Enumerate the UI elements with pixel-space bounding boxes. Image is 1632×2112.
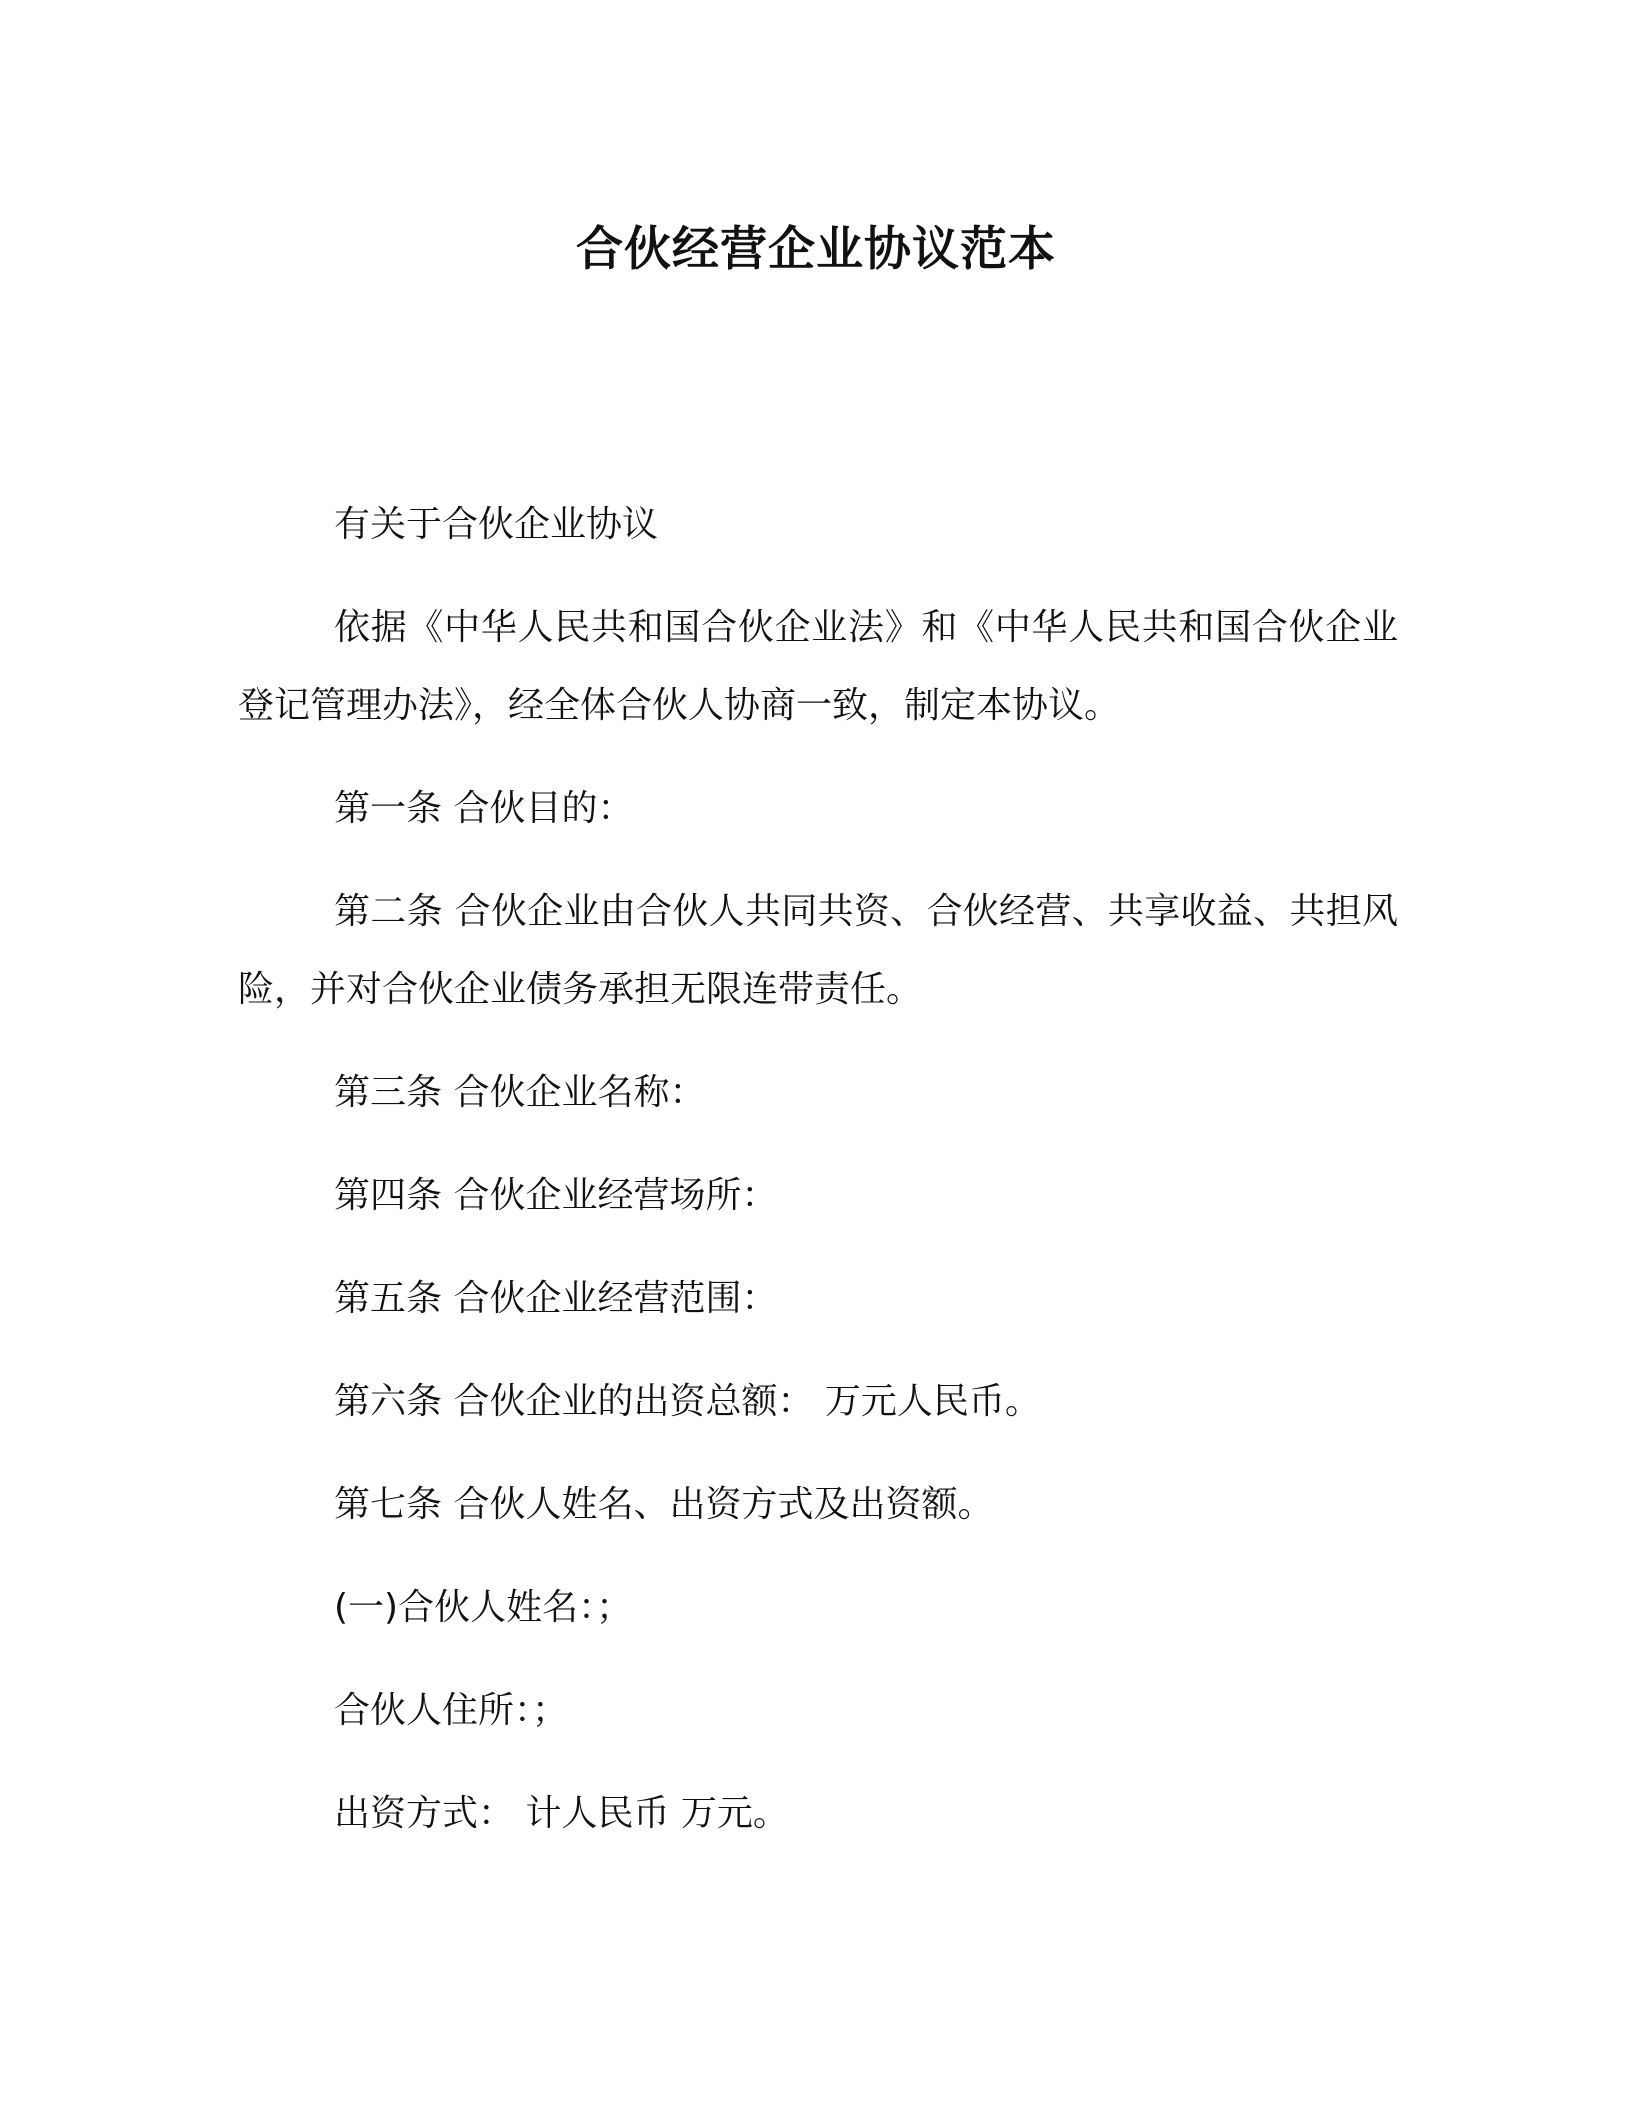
paragraph-basis: 依据《中华人民共和国合伙企业法》和《中华人民共和国合伙企业登记管理办法》，经全体合伙人协商一致，制定本协议。 bbox=[238, 607, 1398, 726]
article-5: 第五条 合伙企业经营范围： bbox=[334, 1278, 778, 1319]
article-1: 第一条 合伙目的： bbox=[334, 788, 634, 829]
article-7: 第七条 合伙人姓名、出资方式及出资额。 bbox=[334, 1484, 994, 1525]
article-4: 第四条 合伙企业经营场所： bbox=[334, 1175, 778, 1216]
article-2: 第二条 合伙企业由合伙人共同共资、合伙经营、共享收益、共担风险，并对合伙企业债务承担无限连带责任。 bbox=[238, 891, 1398, 1010]
partner-name: (一)合伙人姓名：； bbox=[334, 1587, 633, 1628]
contribution-method: 出资方式： 计人民币 万元。 bbox=[334, 1793, 789, 1834]
document-title: 合伙经营企业协议范本 bbox=[576, 222, 1056, 277]
document-body bbox=[238, 486, 1398, 1878]
paragraph-heading: 有关于合伙企业协议 bbox=[334, 504, 659, 545]
partner-address: 合伙人住所：； bbox=[334, 1690, 569, 1731]
article-6: 第六条 合伙企业的出资总额： 万元人民币。 bbox=[334, 1381, 1041, 1422]
article-3: 第三条 合伙企业名称： bbox=[334, 1072, 706, 1113]
